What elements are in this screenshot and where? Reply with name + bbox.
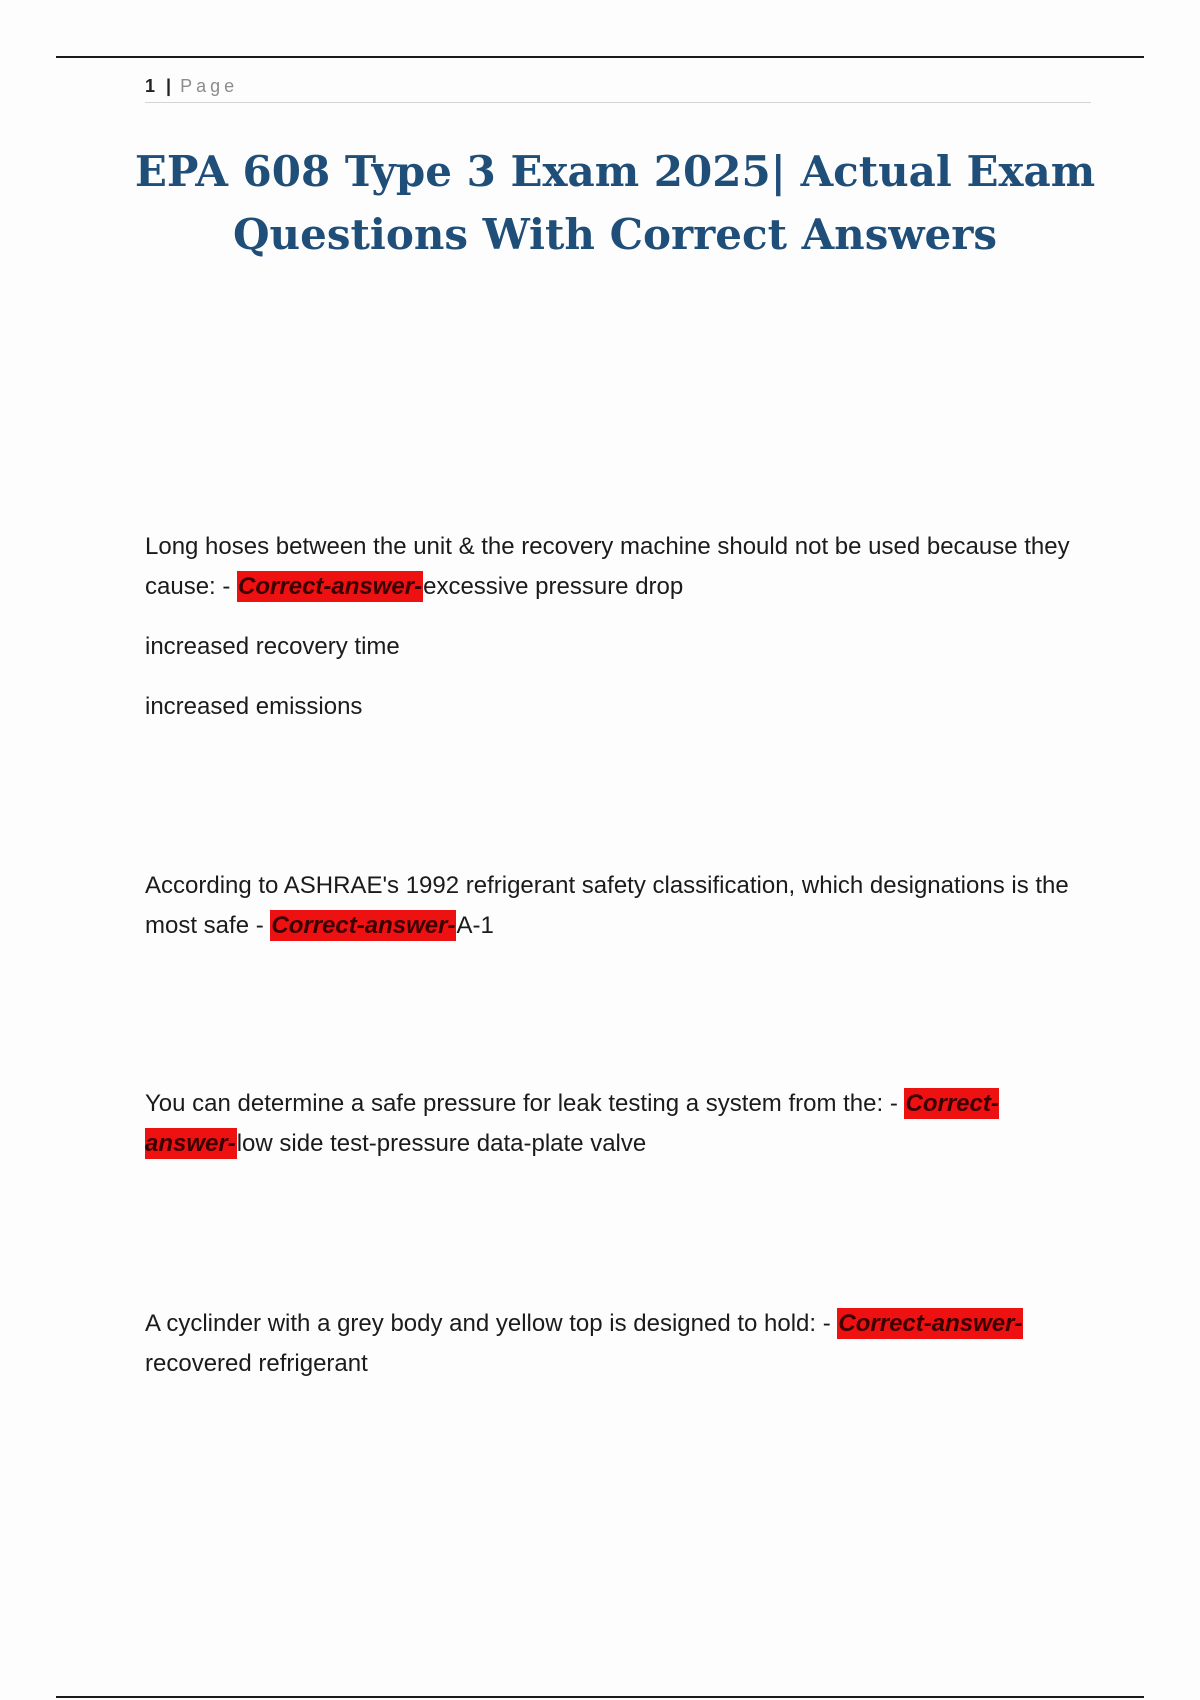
document-title: [120, 140, 1110, 266]
question-2: [145, 866, 1090, 946]
question-4-text: A cyclinder with a grey body and yellow top is designed to hold: -: [145, 1310, 838, 1337]
answer-4-label: Correct-answer-: [838, 1310, 1023, 1337]
answer-3-label: Correct-answer-: [145, 1090, 999, 1157]
question-1: [145, 527, 1090, 607]
question-3: [145, 1084, 1090, 1164]
page-number: 1: [145, 76, 156, 96]
title-line-2: Questions With Correct Answers: [232, 210, 998, 259]
title-line-1: EPA 608 Type 3 Exam 2025| Actual Exam: [134, 147, 1096, 196]
qa-item-1: [145, 527, 1090, 747]
answer-2-label: Correct-answer-: [271, 912, 456, 939]
answer-1-extra-line-1: increased recovery time: [145, 633, 400, 660]
qa-item-4: [145, 1304, 1090, 1404]
answer-1-text: excessive pressure drop: [423, 573, 684, 600]
answer-3-text: low side test-pressure data-plate valve: [236, 1130, 647, 1157]
qa-item-3: [145, 1084, 1090, 1184]
page-separator: |: [166, 76, 172, 96]
answer-2-text: A-1: [456, 912, 494, 939]
question-3-text: You can determine a safe pressure for leak testing a system from the: -: [145, 1090, 905, 1117]
bottom-rule: [56, 1696, 1144, 1698]
answer-4-text: recovered refrigerant: [145, 1350, 368, 1377]
answer-1-label: Correct-answer-: [238, 573, 423, 600]
page-header: [145, 74, 1091, 103]
question-1-text: Long hoses between the unit & the recovery machine should not be used because they cause: -: [145, 533, 1070, 600]
question-2-text: According to ASHRAE's 1992 refrigerant safety classification, which designations is the most safe -: [145, 872, 1069, 939]
qa-item-2: [145, 866, 1090, 966]
answer-1-extra-line-2: increased emissions: [145, 693, 363, 720]
page-word: Page: [180, 76, 239, 96]
top-rule: [56, 56, 1144, 58]
question-4: [145, 1304, 1090, 1384]
